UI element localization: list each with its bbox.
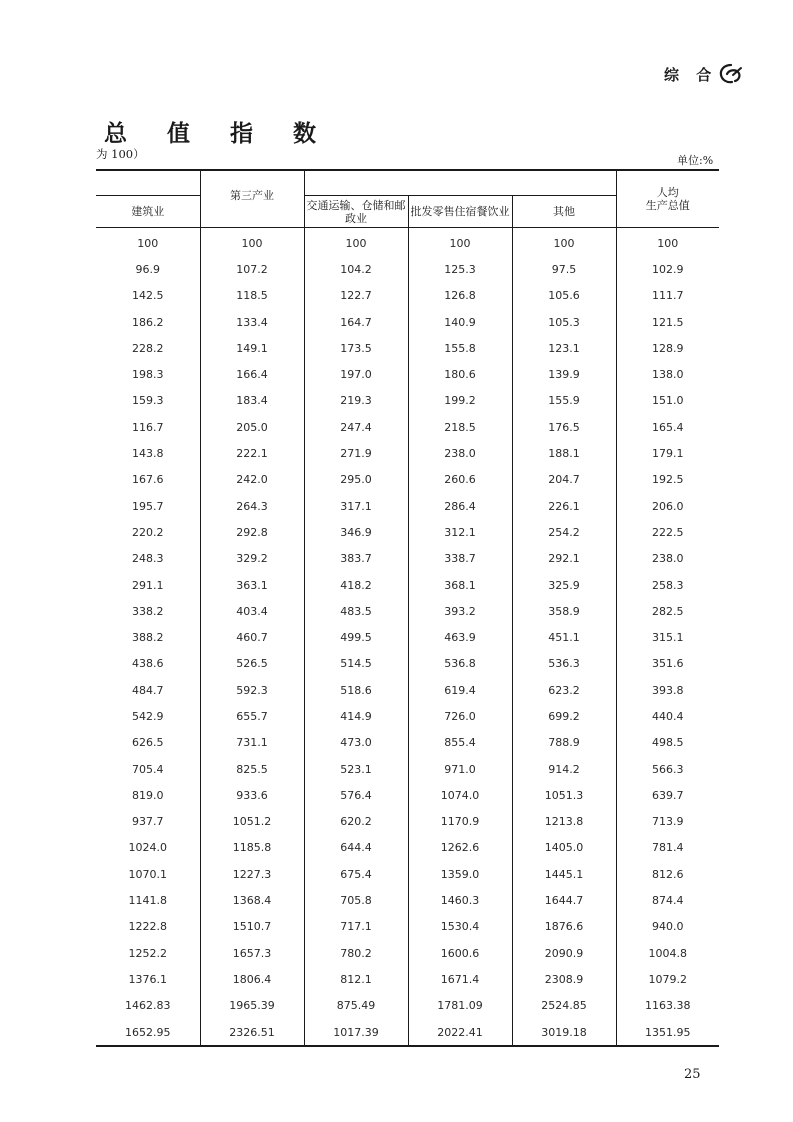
table-cell: 199.2	[408, 388, 512, 414]
table-cell: 1876.6	[512, 914, 616, 940]
table-cell: 1445.1	[512, 861, 616, 887]
table-row	[96, 388, 719, 414]
table-cell: 819.0	[132, 788, 164, 802]
table-cell: 111.7	[616, 283, 719, 309]
table-cell: 875.49	[304, 993, 408, 1019]
table-cell: 1657.3	[200, 940, 304, 966]
table-cell: 1051.2	[200, 809, 304, 835]
swirl-logo-icon	[718, 62, 744, 86]
table-cell: 484.7	[132, 683, 164, 697]
table-cell: 1806.4	[200, 966, 304, 992]
table-cell: 292.8	[200, 519, 304, 545]
table-cell: 3019.18	[512, 1019, 616, 1046]
table-row	[96, 440, 719, 466]
table-cell: 576.4	[304, 782, 408, 808]
table-cell: 812.6	[616, 861, 719, 887]
table-row	[96, 993, 719, 1019]
table-cell: 473.0	[304, 730, 408, 756]
table-cell: 726.0	[408, 703, 512, 729]
table-cell: 346.9	[304, 519, 408, 545]
table-cell: 188.1	[512, 440, 616, 466]
table-cell: 312.1	[408, 519, 512, 545]
table-row	[96, 624, 719, 650]
header-cell-top-0	[96, 170, 200, 196]
table-cell: 282.5	[616, 598, 719, 624]
table-cell: 100	[512, 228, 616, 257]
table-cell: 159.3	[132, 394, 164, 408]
table-cell: 368.1	[408, 572, 512, 598]
table-body	[96, 228, 719, 1047]
table-cell: 542.9	[132, 709, 164, 723]
index-table	[96, 169, 719, 1047]
table-cell: 220.2	[132, 525, 164, 539]
table-cell: 705.8	[304, 887, 408, 913]
table-cell: 151.0	[616, 388, 719, 414]
table-cell: 102.9	[616, 256, 719, 282]
table-cell: 291.1	[132, 578, 164, 592]
table-cell: 242.0	[200, 467, 304, 493]
table-cell: 133.4	[200, 309, 304, 335]
table-cell: 499.5	[304, 624, 408, 650]
table-row	[96, 283, 719, 309]
table-cell: 295.0	[304, 467, 408, 493]
table-cell: 483.5	[304, 598, 408, 624]
table-cell: 143.8	[132, 447, 164, 461]
table-cell: 1024.0	[128, 841, 167, 855]
table-cell: 566.3	[616, 756, 719, 782]
table-cell: 100	[408, 228, 512, 257]
table-cell: 388.2	[132, 631, 164, 645]
table-cell: 164.7	[304, 309, 408, 335]
table-cell: 197.0	[304, 361, 408, 387]
page-title: 总 值 指 数	[104, 120, 333, 147]
header-wholesale-retail: 批发零售住宿餐饮业	[408, 196, 512, 228]
table-cell: 460.7	[200, 624, 304, 650]
base-year-note: 为 100）	[96, 147, 145, 161]
table-cell: 260.6	[408, 467, 512, 493]
table-row	[96, 730, 719, 756]
table-row	[96, 835, 719, 861]
table-row	[96, 467, 719, 493]
table-cell: 526.5	[200, 651, 304, 677]
table-cell: 358.9	[512, 598, 616, 624]
table-cell: 142.5	[132, 289, 164, 303]
table-cell: 173.5	[304, 335, 408, 361]
header-tertiary-industry: 第三产业	[200, 170, 304, 228]
table-cell: 139.9	[512, 361, 616, 387]
table-cell: 699.2	[512, 703, 616, 729]
table-cell: 219.3	[304, 388, 408, 414]
table-cell: 176.5	[512, 414, 616, 440]
section-label: 综 合	[664, 66, 718, 84]
table-cell: 788.9	[512, 730, 616, 756]
table-cell: 96.9	[135, 262, 160, 276]
table-row	[96, 256, 719, 282]
table-cell: 1170.9	[408, 809, 512, 835]
table-cell: 183.4	[200, 388, 304, 414]
table-cell: 514.5	[304, 651, 408, 677]
table-cell: 1510.7	[200, 914, 304, 940]
table-cell: 705.4	[132, 762, 164, 776]
table-cell: 329.2	[200, 546, 304, 572]
header-per-capita-gdp: 人均 生产总值	[616, 170, 719, 228]
table-cell: 1262.6	[408, 835, 512, 861]
table-cell: 383.7	[304, 546, 408, 572]
table-cell: 118.5	[200, 283, 304, 309]
table-cell: 128.9	[616, 335, 719, 361]
table-cell: 1644.7	[512, 887, 616, 913]
table-cell: 166.4	[200, 361, 304, 387]
table-row	[96, 782, 719, 808]
table-cell: 100	[137, 236, 159, 250]
header-cell-top-span	[304, 170, 616, 196]
table-cell: 1185.8	[200, 835, 304, 861]
table-cell: 1405.0	[512, 835, 616, 861]
table-cell: 165.4	[616, 414, 719, 440]
table-row	[96, 335, 719, 361]
table-row	[96, 703, 719, 729]
table-cell: 123.1	[512, 335, 616, 361]
table-cell: 626.5	[132, 736, 164, 750]
table-cell: 254.2	[512, 519, 616, 545]
table-cell: 97.5	[512, 256, 616, 282]
table-cell: 317.1	[304, 493, 408, 519]
table-row	[96, 519, 719, 545]
table-cell: 940.0	[616, 914, 719, 940]
table-cell: 1368.4	[200, 887, 304, 913]
table-row	[96, 809, 719, 835]
table-cell: 781.4	[616, 835, 719, 861]
table-cell: 100	[616, 228, 719, 257]
table-row	[96, 966, 719, 992]
table-cell: 138.0	[616, 361, 719, 387]
table-cell: 195.7	[132, 499, 164, 513]
table-cell: 205.0	[200, 414, 304, 440]
table-cell: 592.3	[200, 677, 304, 703]
table-cell: 107.2	[200, 256, 304, 282]
table-cell: 271.9	[304, 440, 408, 466]
table-cell: 2090.9	[512, 940, 616, 966]
table-cell: 121.5	[616, 309, 719, 335]
table-row	[96, 598, 719, 624]
table-cell: 717.1	[304, 914, 408, 940]
table-cell: 731.1	[200, 730, 304, 756]
table-cell: 1004.8	[616, 940, 719, 966]
table-cell: 2524.85	[512, 993, 616, 1019]
table-cell: 1213.8	[512, 809, 616, 835]
table-cell: 1351.95	[616, 1019, 719, 1046]
table-cell: 403.4	[200, 598, 304, 624]
table-row	[96, 361, 719, 387]
table-cell: 451.1	[512, 624, 616, 650]
table-cell: 104.2	[304, 256, 408, 282]
table-row	[96, 651, 719, 677]
table-row	[96, 756, 719, 782]
table-cell: 338.2	[132, 604, 164, 618]
table-cell: 338.7	[408, 546, 512, 572]
table-cell: 1017.39	[304, 1019, 408, 1046]
table-cell: 125.3	[408, 256, 512, 282]
table-row	[96, 414, 719, 440]
table-cell: 1530.4	[408, 914, 512, 940]
table-cell: 105.3	[512, 309, 616, 335]
table-cell: 1079.2	[616, 966, 719, 992]
table-cell: 393.8	[616, 677, 719, 703]
table-cell: 619.4	[408, 677, 512, 703]
table-cell: 855.4	[408, 730, 512, 756]
table-cell: 264.3	[200, 493, 304, 519]
table-cell: 523.1	[304, 756, 408, 782]
table-cell: 1074.0	[408, 782, 512, 808]
table-cell: 180.6	[408, 361, 512, 387]
table-cell: 675.4	[304, 861, 408, 887]
table-cell: 100	[200, 228, 304, 257]
table-cell: 1376.1	[128, 972, 167, 986]
table-cell: 713.9	[616, 809, 719, 835]
table-cell: 518.6	[304, 677, 408, 703]
table-cell: 536.3	[512, 651, 616, 677]
table-cell: 1359.0	[408, 861, 512, 887]
table-cell: 825.5	[200, 756, 304, 782]
table-cell: 1070.1	[128, 867, 167, 881]
table-cell: 1227.3	[200, 861, 304, 887]
table-row	[96, 914, 719, 940]
table-cell: 1222.8	[128, 920, 167, 934]
table-cell: 2308.9	[512, 966, 616, 992]
table-cell: 222.1	[200, 440, 304, 466]
header-other: 其他	[512, 196, 616, 228]
table-cell: 623.2	[512, 677, 616, 703]
table-cell: 248.3	[132, 552, 164, 566]
table-cell: 228.2	[132, 341, 164, 355]
table-cell: 2326.51	[200, 1019, 304, 1046]
table-row	[96, 677, 719, 703]
table-cell: 155.9	[512, 388, 616, 414]
header-transport: 交通运输、仓储和邮政业	[304, 196, 408, 228]
table-cell: 198.3	[132, 368, 164, 382]
table-cell: 247.4	[304, 414, 408, 440]
table-cell: 100	[304, 228, 408, 257]
table-cell: 116.7	[132, 420, 164, 434]
table-cell: 644.4	[304, 835, 408, 861]
table-cell: 315.1	[616, 624, 719, 650]
table-row	[96, 887, 719, 913]
table-cell: 1781.09	[408, 993, 512, 1019]
table-cell: 418.2	[304, 572, 408, 598]
table-cell: 122.7	[304, 283, 408, 309]
table-cell: 655.7	[200, 703, 304, 729]
table-cell: 1163.38	[616, 993, 719, 1019]
page-number: 25	[684, 1067, 701, 1082]
table-cell: 639.7	[616, 782, 719, 808]
table-cell: 463.9	[408, 624, 512, 650]
table-cell: 258.3	[616, 572, 719, 598]
table-cell: 218.5	[408, 414, 512, 440]
table-cell: 1652.95	[125, 1025, 171, 1039]
table-cell: 226.1	[512, 493, 616, 519]
table-cell: 1462.83	[125, 999, 171, 1013]
table-row	[96, 861, 719, 887]
table-cell: 363.1	[200, 572, 304, 598]
unit-note: 单位:%	[677, 154, 714, 167]
table-cell: 186.2	[132, 315, 164, 329]
table-cell: 1460.3	[408, 887, 512, 913]
table-cell: 155.8	[408, 335, 512, 361]
table-cell: 937.7	[132, 815, 164, 829]
table-row	[96, 493, 719, 519]
table-cell: 498.5	[616, 730, 719, 756]
table-cell: 179.1	[616, 440, 719, 466]
table-row	[96, 1019, 719, 1046]
table-cell: 222.5	[616, 519, 719, 545]
table-row	[96, 309, 719, 335]
table-cell: 971.0	[408, 756, 512, 782]
table-cell: 933.6	[200, 782, 304, 808]
table-cell: 440.4	[616, 703, 719, 729]
table-row	[96, 546, 719, 572]
table-cell: 286.4	[408, 493, 512, 519]
table-cell: 105.6	[512, 283, 616, 309]
table-cell: 325.9	[512, 572, 616, 598]
table-cell: 292.1	[512, 546, 616, 572]
table-cell: 1252.2	[128, 946, 167, 960]
table-cell: 149.1	[200, 335, 304, 361]
header-construction: 建筑业	[96, 196, 200, 228]
table-cell: 351.6	[616, 651, 719, 677]
table-cell: 414.9	[304, 703, 408, 729]
table-cell: 1600.6	[408, 940, 512, 966]
table-cell: 204.7	[512, 467, 616, 493]
table-cell: 1141.8	[128, 894, 167, 908]
table-cell: 1965.39	[200, 993, 304, 1019]
table-cell: 780.2	[304, 940, 408, 966]
table-cell: 206.0	[616, 493, 719, 519]
table-cell: 238.0	[408, 440, 512, 466]
table-cell: 620.2	[304, 809, 408, 835]
table-cell: 2022.41	[408, 1019, 512, 1046]
table-cell: 192.5	[616, 467, 719, 493]
table-cell: 874.4	[616, 887, 719, 913]
table-cell: 393.2	[408, 598, 512, 624]
table-cell: 1671.4	[408, 966, 512, 992]
table-cell: 140.9	[408, 309, 512, 335]
table-cell: 167.6	[132, 473, 164, 487]
table-cell: 914.2	[512, 756, 616, 782]
table-row	[96, 572, 719, 598]
table-row	[96, 228, 719, 257]
table-cell: 1051.3	[512, 782, 616, 808]
table-row	[96, 940, 719, 966]
table-cell: 238.0	[616, 546, 719, 572]
table-cell: 536.8	[408, 651, 512, 677]
table-cell: 438.6	[132, 657, 164, 671]
table-cell: 126.8	[408, 283, 512, 309]
table-cell: 812.1	[304, 966, 408, 992]
